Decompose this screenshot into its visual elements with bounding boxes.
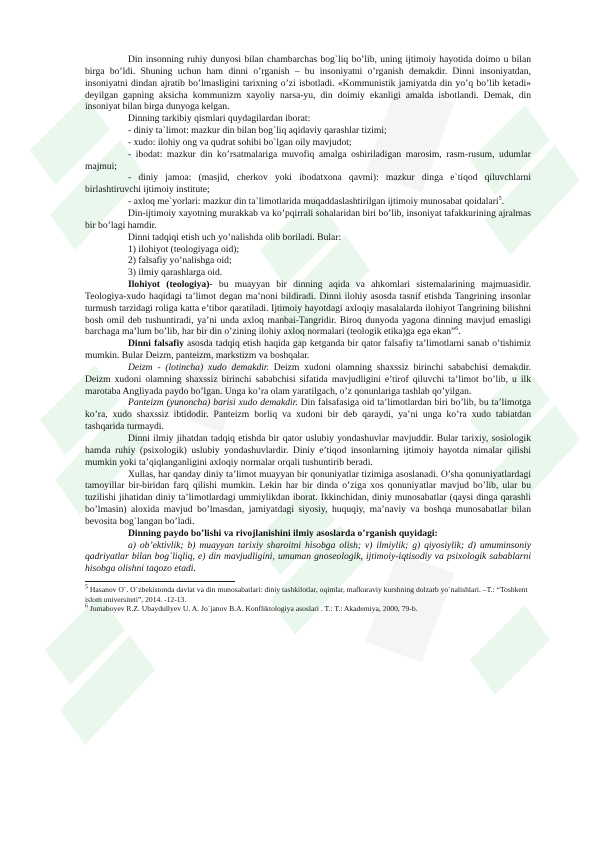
paragraph-conclusion: Xullas, har qanday diniy ta’limot muayyan bir qonuniyatlar tizimiga asoslanadi. O’sha qonuniyatlardagi tamoyillar bir-biridan farq qilishi mumkin. Lekin har bir dinda o’ziga xos qonuniyatlar mavjud bo’lib, ular bu tuzilishi jihatidan diniy ta’limotlardagi ummiylikdan iborat. Ikkinchidan, diniy munosabatlar (qaysi dinga qarashli bo’lmasin) aloxida mavjud bo’lmasdan, jamiyatdagi siyosiy, huquqiy, ma’naviy va boshqa munosabatlar bilan bevosita bog`langan bo’ladi.	[85, 468, 531, 527]
term-deism: Deizm - (lotincha) xudo demakdir.	[128, 361, 269, 373]
footnote-ref: 5	[498, 195, 502, 202]
paragraph-scientific: Dinni ilmiy jihatdan tadqiq etishda bir qator uslubiy yondashuvlar mavjuddir. Bular tarixiy, sosiologik hamda ruhiy (psixologik) uslubiy yondashuvlardir. Diniy e’tiqod insonlarning ijtimoiy hayotda nimalar qilishi mumkin yoki ta’qiqlanganligini axloqiy normalar orqali tushuntirib beradi.	[85, 433, 531, 468]
footnote-ref: 6	[455, 326, 459, 333]
paragraph-principles	[85, 540, 531, 576]
footnote-5	[85, 585, 531, 604]
numbered-item: 1) ilohiyot (teologiyaga oid);	[128, 243, 240, 255]
paragraph-research-directions: Dinni tadqiqi etish uch yo’nalishda olib boriladi. Bular:	[128, 231, 342, 243]
footnote-6	[85, 604, 531, 614]
paragraph-theology	[85, 279, 531, 338]
paragraph-pantheism	[85, 397, 531, 433]
term-theology: Ilohiyot (teologiya)-	[128, 279, 213, 291]
paragraph-end: .	[458, 326, 461, 338]
list-item: - diniy jamoa: (masjid, cherkov yoki ibodatxona qavmi): mazkur dinga e`tiqod qiluvchlarni birlashtiruvchi ijtimoiy institute;	[85, 172, 531, 196]
numbered-item: 3) ilmiy qarashlarga oid.	[128, 267, 223, 279]
term-pantheism: Panteizm (yunoncha) barisi xudo demakdir.	[128, 397, 298, 409]
list-item: - ibodat: mazkur din ko’rsatmalariga muvofiq amalga oshiriladigan marosim, rasm-rusum, udumlar majmui;	[85, 148, 531, 172]
footnote-text: Hasanov O`. O`zbekistonda davlat va din munosabatlari: diniy tashkilotlar, oqimlar, mafkuraviy kurshning dolzarb yo`nalishlari. –T.: “Toshkent islom universiteti”, 2014. -12-13.	[85, 585, 528, 604]
list-item-text: - axloq me`yorlari: mazkur din ta`limotlarida muqaddaslashtirilgan ijtimoiy munosabat qoidalari	[128, 196, 499, 208]
italic-principles: a) ob’ektivlik; b) muayyan tarixiy sharoitni hisobga olish; v) ilmiylik; g) qiyosiylik; d) umuminsoniy qadriyatlar bilan bog`liqliq, e) din mavjudligini, umuman gnoseologik, ijtimoiy-iqtisodiy va psixologik sabablarni hisobga olishni taqozo etadi.	[85, 539, 531, 575]
paragraph-social-life: Din-ijtimoiy xayotning murakkab va ko’pqirrali sohalaridan biri bo’lib, insoniyat tafakkurining ajralmas bir bo’lagi hamdir.	[85, 207, 531, 231]
list-item: - xudo: ilohiy ong va qudrat sohibi bo`lgan oily mavjudot;	[128, 136, 352, 148]
footnote-divider	[85, 581, 235, 582]
document-page	[85, 54, 531, 614]
paragraph-text: asosda tadqiq etish haqida gap ketganda bir qator falsafiy ta’limotlarni sanab o’tishimiz mumkin. Bular Deizm, panteizm, markstizm va boshqalar.	[85, 338, 531, 362]
footnote-number: 5	[85, 584, 88, 591]
paragraph-components-intro: Dinning tarkibiy qismlari quydagilardan iborat:	[128, 113, 311, 125]
paragraph-text: Din falsafasiga oid ta’limotlardan biri bo’lib, bu ta’limotga ko’ra, xudo shaxssiz ibtidodir. Panteizm borliq va xudoni bir deb qaraydi, ya’ni unga ko’ra xudo tabiatdan tashqarida turmaydi.	[85, 397, 531, 433]
list-item: - diniy ta`limot: mazkur din bilan bog`liq aqidaviy qarashlar tizimi;	[128, 125, 387, 137]
paragraph-text: Deizm xudoni olamning shaxssiz birinchi sababchisi demakdir. Deizm xudoni olamning shaxssiz birinchi sababchisi sifatida mavjudligini e’tirof qiluvchi ta’limot bo’lib, u ilk marotaba Angliyada paydo bo’lgan. Unga ko’ra olam yaratilgach, o’z qonunlariga tashlab qo’yilgan.	[85, 361, 531, 397]
list-item	[85, 196, 531, 208]
paragraph-philosophy	[85, 338, 531, 362]
paragraph-heading-bold	[85, 528, 531, 540]
numbered-item: 2) falsafiy yo’nalishga oid;	[128, 255, 232, 267]
term-philosophy: Dinni falsafiy	[128, 338, 184, 350]
paragraph-text: bu muayyan bir dinning aqida va ahkomlari sistemalarining majmuasidir. Teologiya-xudo haqidagi ta’limot degan ma’noni bildiradi. Dinni ilohiy asosda tasnif etishda Tangrining insonlar turmush tarzidagi roliga katta e’tibor qaratiladi. Ijtimoiy hayotdagi axloqiy masalalarda ilohiyot Tangrining bilishni bosh omil deb tushuntiradi, ya’ni unda axloq manbai-Tangridir. Biroq dunyoda yagona dinning mavjud emasligi barchaga ma’lum bo’lib, har bir din o’zining ilohiy axloq normalari (teologik etika)ga ega ekan”	[85, 279, 531, 338]
footnote-text: Jumaboyev R.Z. Ubaydullyev U. A. Jo`janov B.A. Konfliktologiya asoslari . T.: T.: Akademiya, 2000, 79-b.	[88, 604, 418, 614]
paragraph-intro: Din insonning ruhiy dunyosi bilan chambarchas bog`liq bo’lib, uning ijtimoiy hayotida doimo u bilan birga bo’ldi. Shuning uchun ham dinni o’rganish – bu insoniyatni o’rganish demakdir. Dinni insoniyatdan, insoniyatni dindan ajratib bo’lmasligini tarixning o’zi isbotladi. «Kommunistik jamiyatda din yo’q bo’lib ketadi» deyilgan gapning aksicha kommunizm xayoliy narsa-yu, din doimiy ekanligi amalda isbotlandi. Demak, din insoniyat bilan birga dunyoga kelgan.	[85, 54, 531, 113]
list-item-end: .	[501, 196, 505, 208]
bold-heading: Dinning paydo bo’lishi va rivojlanishini ilmiy asoslarda o’rganish quyidagi:	[128, 527, 438, 539]
paragraph-deism	[85, 362, 531, 398]
footnote-number: 6	[85, 603, 88, 610]
